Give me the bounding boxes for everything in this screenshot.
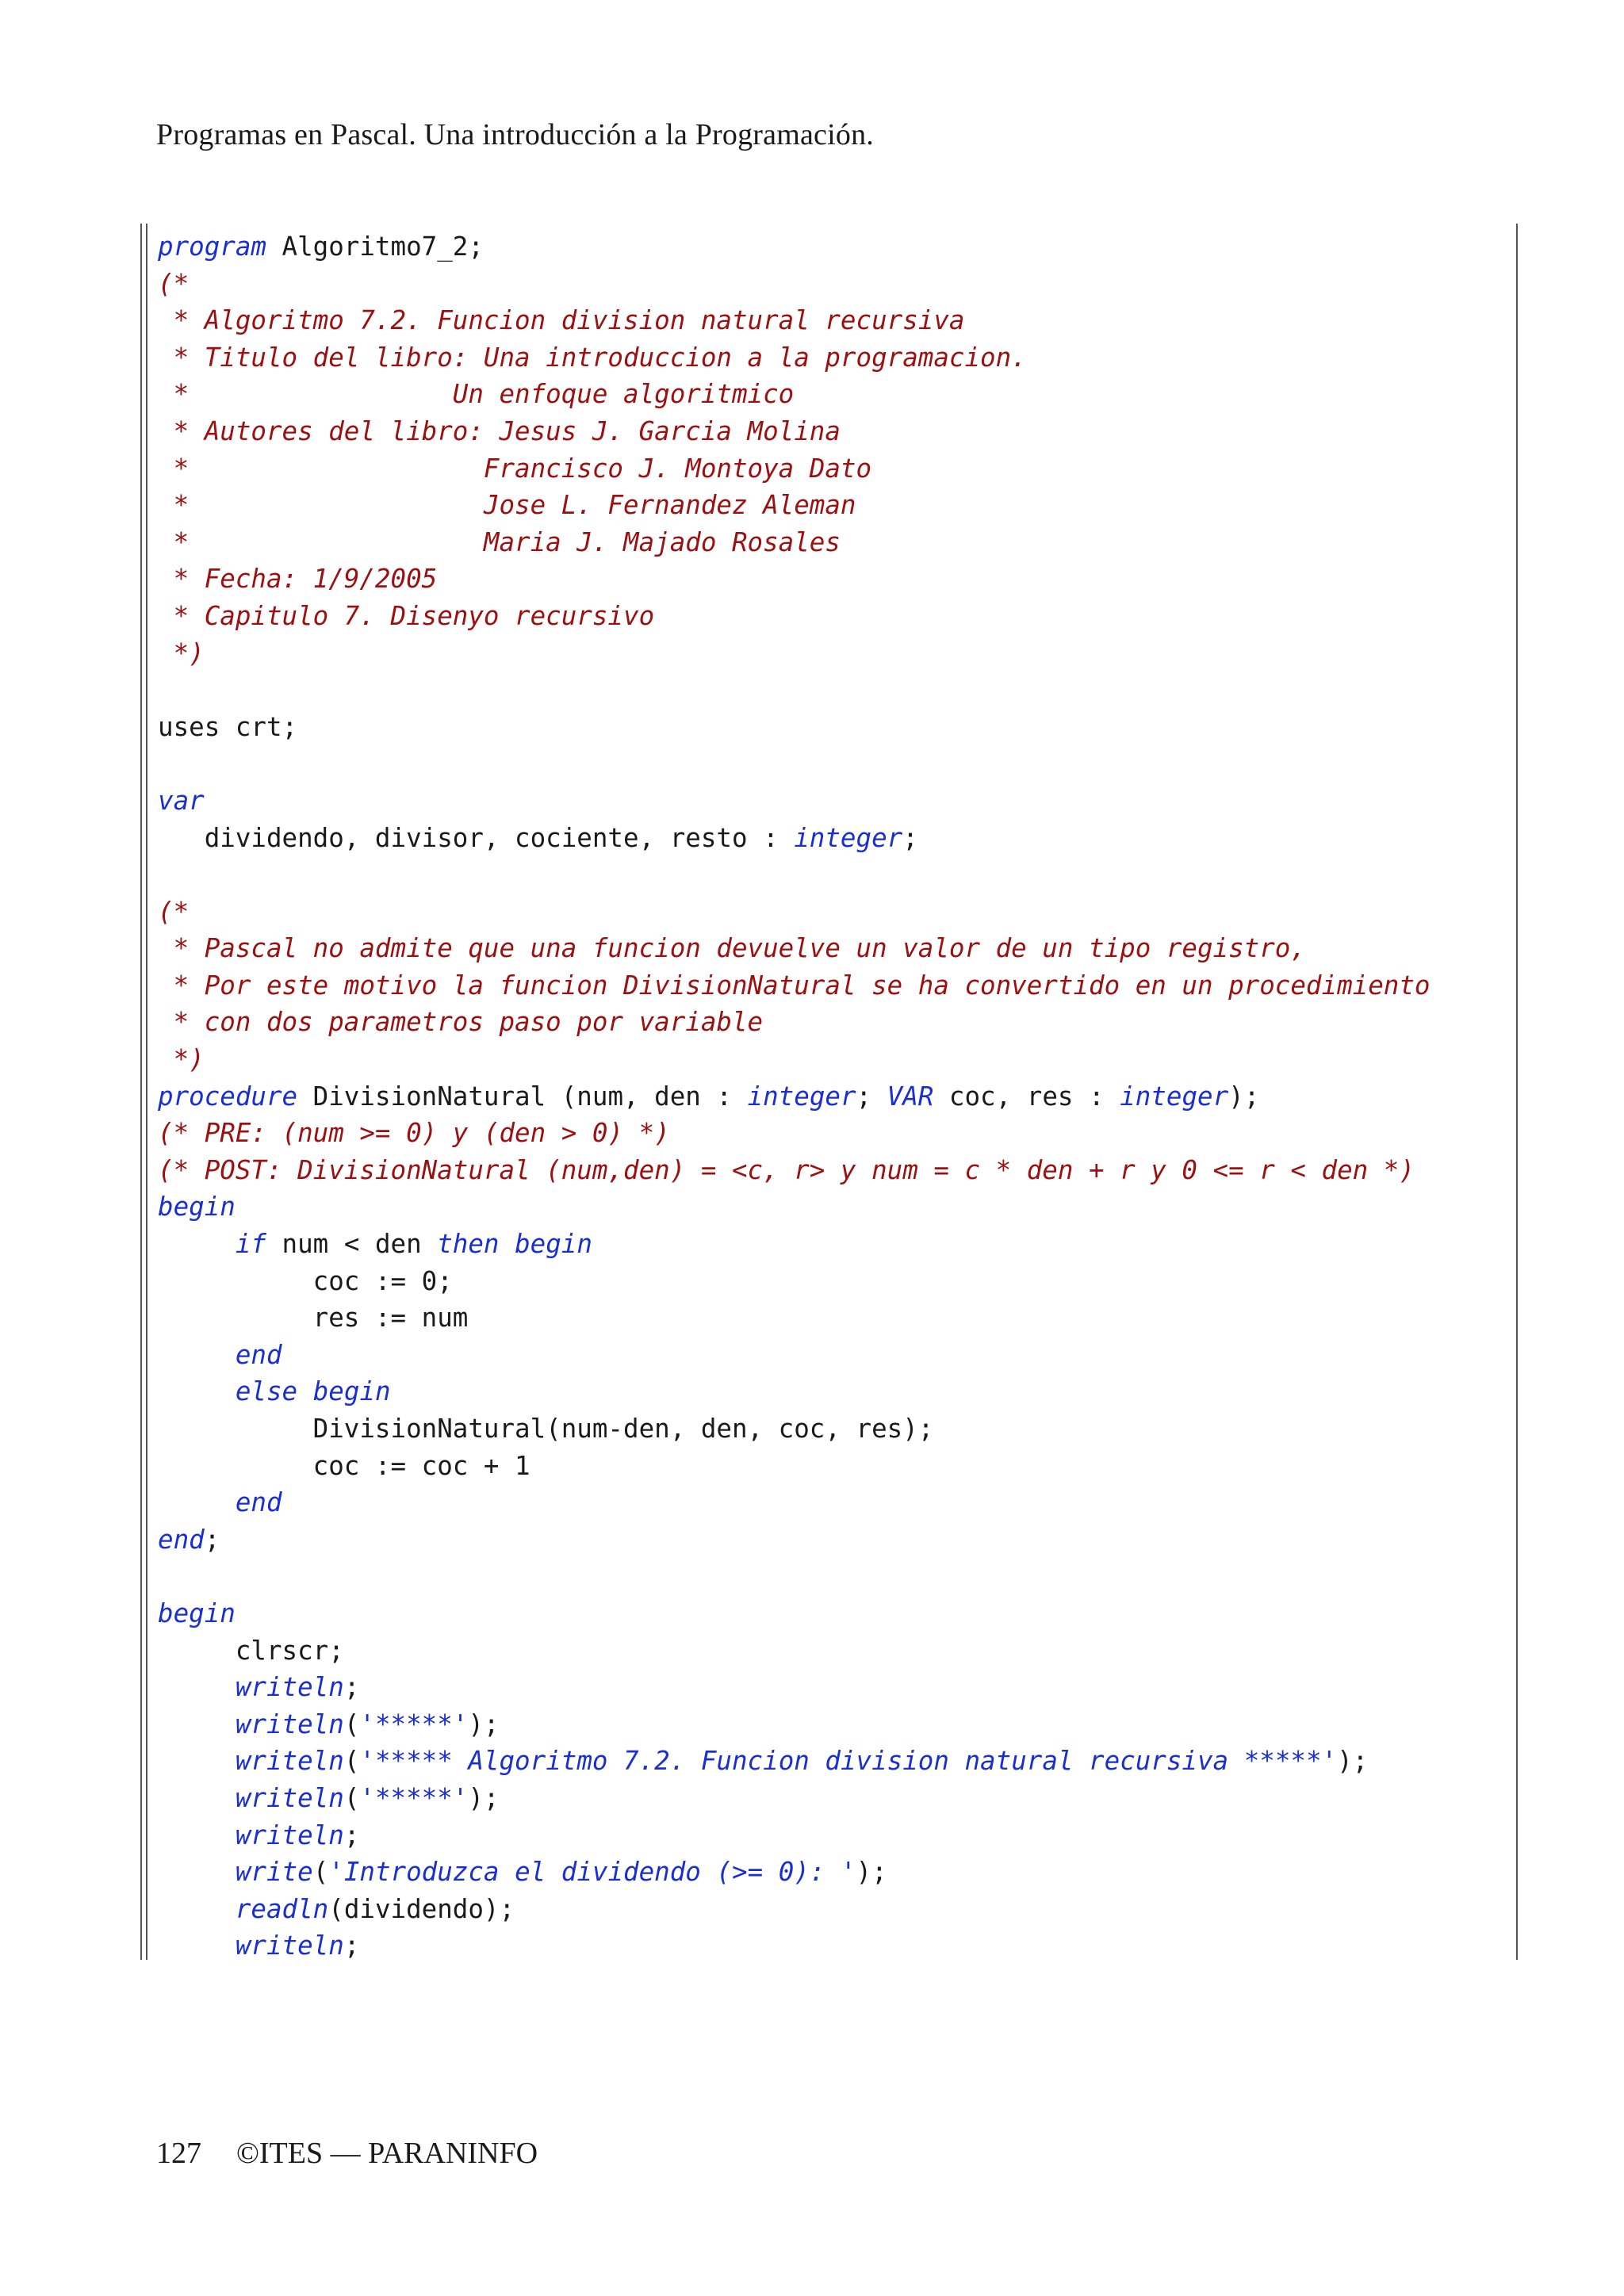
code-line <box>158 1263 1430 1300</box>
code-text: num < den <box>266 1229 438 1260</box>
code-comment: * Autores del libro: Jesus J. Garcia Molina <box>158 415 841 446</box>
code-line <box>158 1854 1430 1891</box>
code-keyword: end <box>158 1524 205 1555</box>
code-text: coc, res : <box>933 1081 1120 1112</box>
code-text: ; <box>343 1820 360 1850</box>
code-text: res := num <box>158 1303 469 1334</box>
code-comment: (* <box>158 268 190 299</box>
code-text: ; <box>343 1931 360 1961</box>
code-line <box>158 1743 1430 1780</box>
code-text: (dividendo); <box>328 1893 515 1924</box>
code-text: ); <box>468 1782 500 1813</box>
code-text: ); <box>468 1709 500 1739</box>
code-line <box>158 1595 1430 1632</box>
code-comment: * Algoritmo 7.2. Funcion division natural recursiva <box>158 305 965 336</box>
code-line <box>158 1337 1430 1374</box>
code-keyword: writeln <box>235 1931 344 1961</box>
code-text: ); <box>1337 1746 1369 1777</box>
code-comment: *) <box>158 1044 205 1075</box>
code-string: 'Introduzca el dividendo (>= 0): ' <box>328 1857 856 1888</box>
code-line <box>158 1927 1430 1965</box>
code-line <box>158 1041 1430 1078</box>
code-line <box>158 450 1430 488</box>
code-comment: * Un enfoque algoritmico <box>158 379 795 410</box>
code-text: ( <box>343 1746 360 1777</box>
code-text <box>158 1376 236 1406</box>
code-line <box>158 856 1430 894</box>
code-text: ( <box>343 1709 360 1739</box>
code-text: coc := 0; <box>158 1265 453 1296</box>
code-text <box>158 1931 236 1961</box>
code-keyword: integer <box>794 822 903 853</box>
code-line <box>158 1669 1430 1706</box>
code-line <box>158 376 1430 413</box>
code-keyword: writeln <box>235 1820 344 1850</box>
code-keyword: writeln <box>235 1672 344 1703</box>
code-line <box>158 1373 1430 1410</box>
code-line <box>158 1299 1430 1337</box>
code-line <box>158 266 1430 303</box>
code-text: ( <box>343 1782 360 1813</box>
code-comment: * Maria J. Majado Rosales <box>158 526 841 557</box>
code-line <box>158 1448 1430 1485</box>
copyright-notice: ©ITES — PARANINFO <box>236 2137 538 2170</box>
code-text: ; <box>856 1081 887 1112</box>
code-keyword: integer <box>1120 1081 1229 1112</box>
code-line <box>158 967 1430 1004</box>
code-line <box>158 487 1430 524</box>
code-keyword: end <box>235 1339 282 1370</box>
code-text: coc := coc + 1 <box>158 1450 530 1481</box>
code-keyword: if <box>235 1229 266 1260</box>
code-text <box>158 1229 236 1259</box>
code-line <box>158 302 1430 339</box>
code-line <box>158 228 1430 266</box>
code-line <box>158 1891 1430 1928</box>
code-comment: * Jose L. Fernandez Aleman <box>158 490 856 521</box>
code-comment: (* POST: DivisionNatural (num,den) = <c, r> y num = c * den + r y 0 <= r < den *) <box>158 1154 1415 1185</box>
code-line <box>158 598 1430 635</box>
code-line <box>158 1115 1430 1152</box>
code-line <box>158 1188 1430 1226</box>
code-comment: * Francisco J. Montoya Dato <box>158 453 872 484</box>
code-text: uses crt; <box>158 711 298 742</box>
code-text: clrscr; <box>158 1635 344 1666</box>
code-comment: (* <box>158 896 190 927</box>
code-text: ; <box>902 822 918 853</box>
code-keyword: then <box>437 1229 500 1260</box>
code-text <box>158 1487 236 1517</box>
code-text: ); <box>856 1857 887 1888</box>
running-header: Programas en Pascal. Una introducción a la Programación. <box>156 118 874 151</box>
code-line <box>158 1780 1430 1817</box>
code-text: ; <box>204 1524 220 1555</box>
code-line <box>158 1558 1430 1595</box>
code-line <box>158 1484 1430 1521</box>
code-comment: * Fecha: 1/9/2005 <box>158 564 438 595</box>
code-keyword: var <box>158 785 205 816</box>
code-text <box>158 1783 236 1813</box>
code-keyword: begin <box>158 1598 236 1628</box>
code-comment: * con dos parametros paso por variable <box>158 1007 764 1038</box>
code-comment: * Capitulo 7. Disenyo recursivo <box>158 600 655 631</box>
code-keyword: integer <box>747 1081 856 1112</box>
code-text: ); <box>1228 1081 1260 1112</box>
code-line <box>158 1004 1430 1041</box>
code-listing-frame <box>140 224 1518 1960</box>
code-text <box>158 1894 236 1924</box>
code-line <box>158 783 1430 820</box>
code-line <box>158 561 1430 598</box>
code-comment: * Por este motivo la funcion DivisionNatural se ha convertido en un procedimiento <box>158 970 1431 1001</box>
code-line <box>158 820 1430 857</box>
code-comment: (* PRE: (num >= 0) y (den > 0) *) <box>158 1118 670 1149</box>
code-line <box>158 339 1430 377</box>
page-number: 127 <box>156 2137 201 2170</box>
code-keyword: else <box>235 1376 298 1407</box>
code-text: DivisionNatural(num-den, den, coc, res); <box>158 1414 934 1444</box>
code-string: '*****' <box>359 1709 469 1739</box>
code-text <box>158 1857 236 1887</box>
code-keyword: program <box>158 232 266 262</box>
code-line <box>158 1152 1430 1189</box>
pascal-code-listing <box>158 228 1430 1965</box>
code-line <box>158 1410 1430 1448</box>
code-keyword: writeln <box>235 1746 344 1777</box>
code-text: ; <box>343 1672 360 1703</box>
code-line <box>158 1226 1430 1263</box>
code-line <box>158 635 1430 672</box>
frame-left-rule-inner <box>146 224 147 1960</box>
code-keyword: writeln <box>235 1782 344 1813</box>
code-text <box>158 1746 236 1776</box>
code-text: Algoritmo7_2; <box>266 232 484 262</box>
code-text: dividendo, divisor, cociente, resto : <box>158 822 795 853</box>
code-line <box>158 1521 1430 1559</box>
code-line <box>158 524 1430 561</box>
code-line <box>158 709 1430 746</box>
code-line <box>158 894 1430 931</box>
page-footer <box>156 2136 538 2171</box>
code-line <box>158 672 1430 709</box>
code-keyword: procedure <box>158 1081 298 1112</box>
code-comment: * Titulo del libro: Una introduccion a la programacion. <box>158 342 1027 373</box>
code-line <box>158 1632 1430 1670</box>
code-text <box>158 1820 236 1850</box>
code-keyword: readln <box>235 1893 329 1924</box>
code-line <box>158 1817 1430 1854</box>
code-line <box>158 1078 1430 1115</box>
code-text: DivisionNatural (num, den : <box>297 1081 748 1112</box>
frame-left-rule-outer <box>140 224 142 1960</box>
code-text <box>158 1340 236 1370</box>
code-line <box>158 930 1430 967</box>
code-text <box>500 1229 515 1259</box>
code-line <box>158 413 1430 450</box>
code-string: '***** Algoritmo 7.2. Funcion division natural recursiva *****' <box>359 1746 1338 1777</box>
code-keyword: begin <box>515 1229 592 1260</box>
code-keyword: begin <box>158 1192 236 1223</box>
code-keyword: write <box>235 1857 313 1888</box>
code-comment: *) <box>158 637 205 668</box>
code-keyword: end <box>235 1487 282 1518</box>
code-keyword: writeln <box>235 1709 344 1739</box>
code-text <box>158 1709 236 1739</box>
code-string: '*****' <box>359 1782 469 1813</box>
code-text <box>297 1376 313 1406</box>
code-keyword: begin <box>312 1376 391 1407</box>
code-keyword: VAR <box>887 1081 934 1112</box>
code-line <box>158 1706 1430 1743</box>
code-text: ( <box>312 1857 329 1888</box>
code-text <box>158 1672 236 1702</box>
code-line <box>158 745 1430 783</box>
code-comment: * Pascal no admite que una funcion devuelve un valor de un tipo registro, <box>158 933 1306 964</box>
